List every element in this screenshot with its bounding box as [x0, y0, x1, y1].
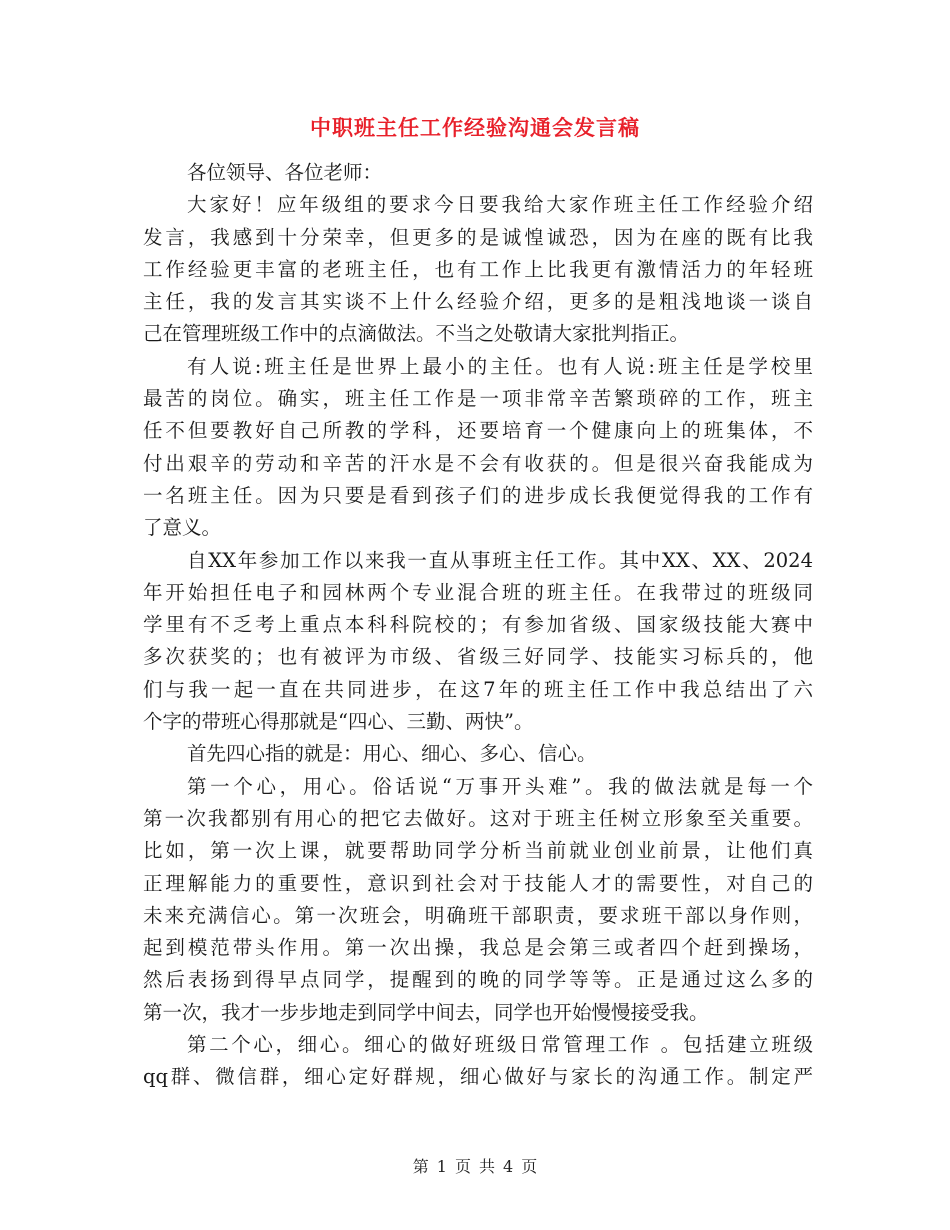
- text-line: 最苦的岗位。确实，班主任工作是一项非常辛苦繁琐碎的工作，班主: [143, 387, 813, 411]
- text-line: 第二个心，细心。细心的做好班级日常管理工作 。包括建立班级: [187, 1033, 813, 1057]
- text-line: 年开始担任电子和园林两个专业混合班的班主任。在我带过的班级同: [143, 580, 813, 604]
- text-line: 第一次我都别有用心的把它去做好。这对于班主任树立形象至关重要。: [143, 806, 813, 830]
- text-line: 正理解能力的重要性，意识到社会对于技能人才的需要性，对自己的: [143, 871, 813, 895]
- text-line: 任不但要教好自己所教的学科，还要培育一个健康向上的班集体，不: [143, 419, 813, 443]
- text-line: 一名班主任。因为只要是看到孩子们的进步成长我便觉得我的工作有: [143, 483, 813, 507]
- text-line: 各位领导、各位老师：: [187, 161, 383, 184]
- text-line: 第一个心，用心。俗话说“万事开头难”。我的做法就是每一个: [187, 774, 813, 798]
- text-line: 多次获奖的；也有被评为市级、省级三好同学、技能实习标兵的，他: [143, 645, 813, 669]
- text-line: 主任，我的发言其实谈不上什么经验介绍，更多的是粗浅地谈一谈自: [143, 290, 813, 314]
- text-line: 了意义。: [143, 516, 222, 540]
- text-line: 大家好！应年级组的要求今日要我给大家作班主任工作经验介绍: [187, 193, 813, 217]
- document-title: 中职班主任工作经验沟通会发言稿: [310, 116, 640, 140]
- footer-current-page: 1: [436, 1157, 447, 1176]
- text-line: 己在管理班级工作中的点滴做法。不当之处敬请大家批判指正。: [143, 322, 690, 346]
- footer-total-pages: 4: [503, 1157, 514, 1176]
- text-line: 发言，我感到十分荣幸，但更多的是诚惶诚恐，因为在座的既有比我: [143, 225, 813, 249]
- page-footer: [0, 1154, 950, 1177]
- text-line: 然后表扬到得早点同学，提醒到的晚的同学等等。正是通过这么多的: [143, 968, 813, 992]
- footer-prefix: 第: [412, 1157, 429, 1176]
- text-line: 首先四心指的就是：用心、细心、多心、信心。: [187, 742, 597, 766]
- text-line: 学里有不乏考上重点本科科院校的；有参加省级、国家级技能大赛中: [143, 613, 813, 637]
- text-line: 未来充满信心。第一次班会，明确班干部职责，要求班干部以身作则，: [143, 903, 813, 927]
- text-line: 们与我一起一直在共同进步，在这7年的班主任工作中我总结出了六: [143, 677, 813, 701]
- footer-total-prefix: 共: [479, 1157, 496, 1176]
- text-line: 付出艰辛的劳动和辛苦的汗水是不会有收获的。但是很兴奋我能成为: [143, 451, 813, 475]
- footer-suffix: 页: [521, 1157, 538, 1176]
- document-body: [143, 157, 813, 1094]
- text-line: qq群、微信群，细心定好群规，细心做好与家长的沟通工作。制定严: [143, 1065, 813, 1089]
- text-line: 有人说:班主任是世界上最小的主任。也有人说:班主任是学校里: [187, 354, 813, 378]
- text-line: 工作经验更丰富的老班主任，也有工作上比我更有激情活力的年轻班: [143, 257, 813, 281]
- text-line: 第一次，我才一步步地走到同学中间去，同学也开始慢慢接受我。: [143, 1000, 709, 1024]
- text-line: 比如，第一次上课，就要帮助同学分析当前就业创业前景，让他们真: [143, 839, 813, 863]
- text-line: 个字的带班心得那就是“四心、三勤、两快”。: [143, 710, 534, 734]
- text-line: 自XX年参加工作以来我一直从事班主任工作。其中XX、XX、2024: [187, 548, 813, 572]
- footer-middle: 页: [454, 1157, 471, 1176]
- text-line: 起到模范带头作用。第一次出操，我总是会第三或者四个赶到操场，: [143, 936, 813, 960]
